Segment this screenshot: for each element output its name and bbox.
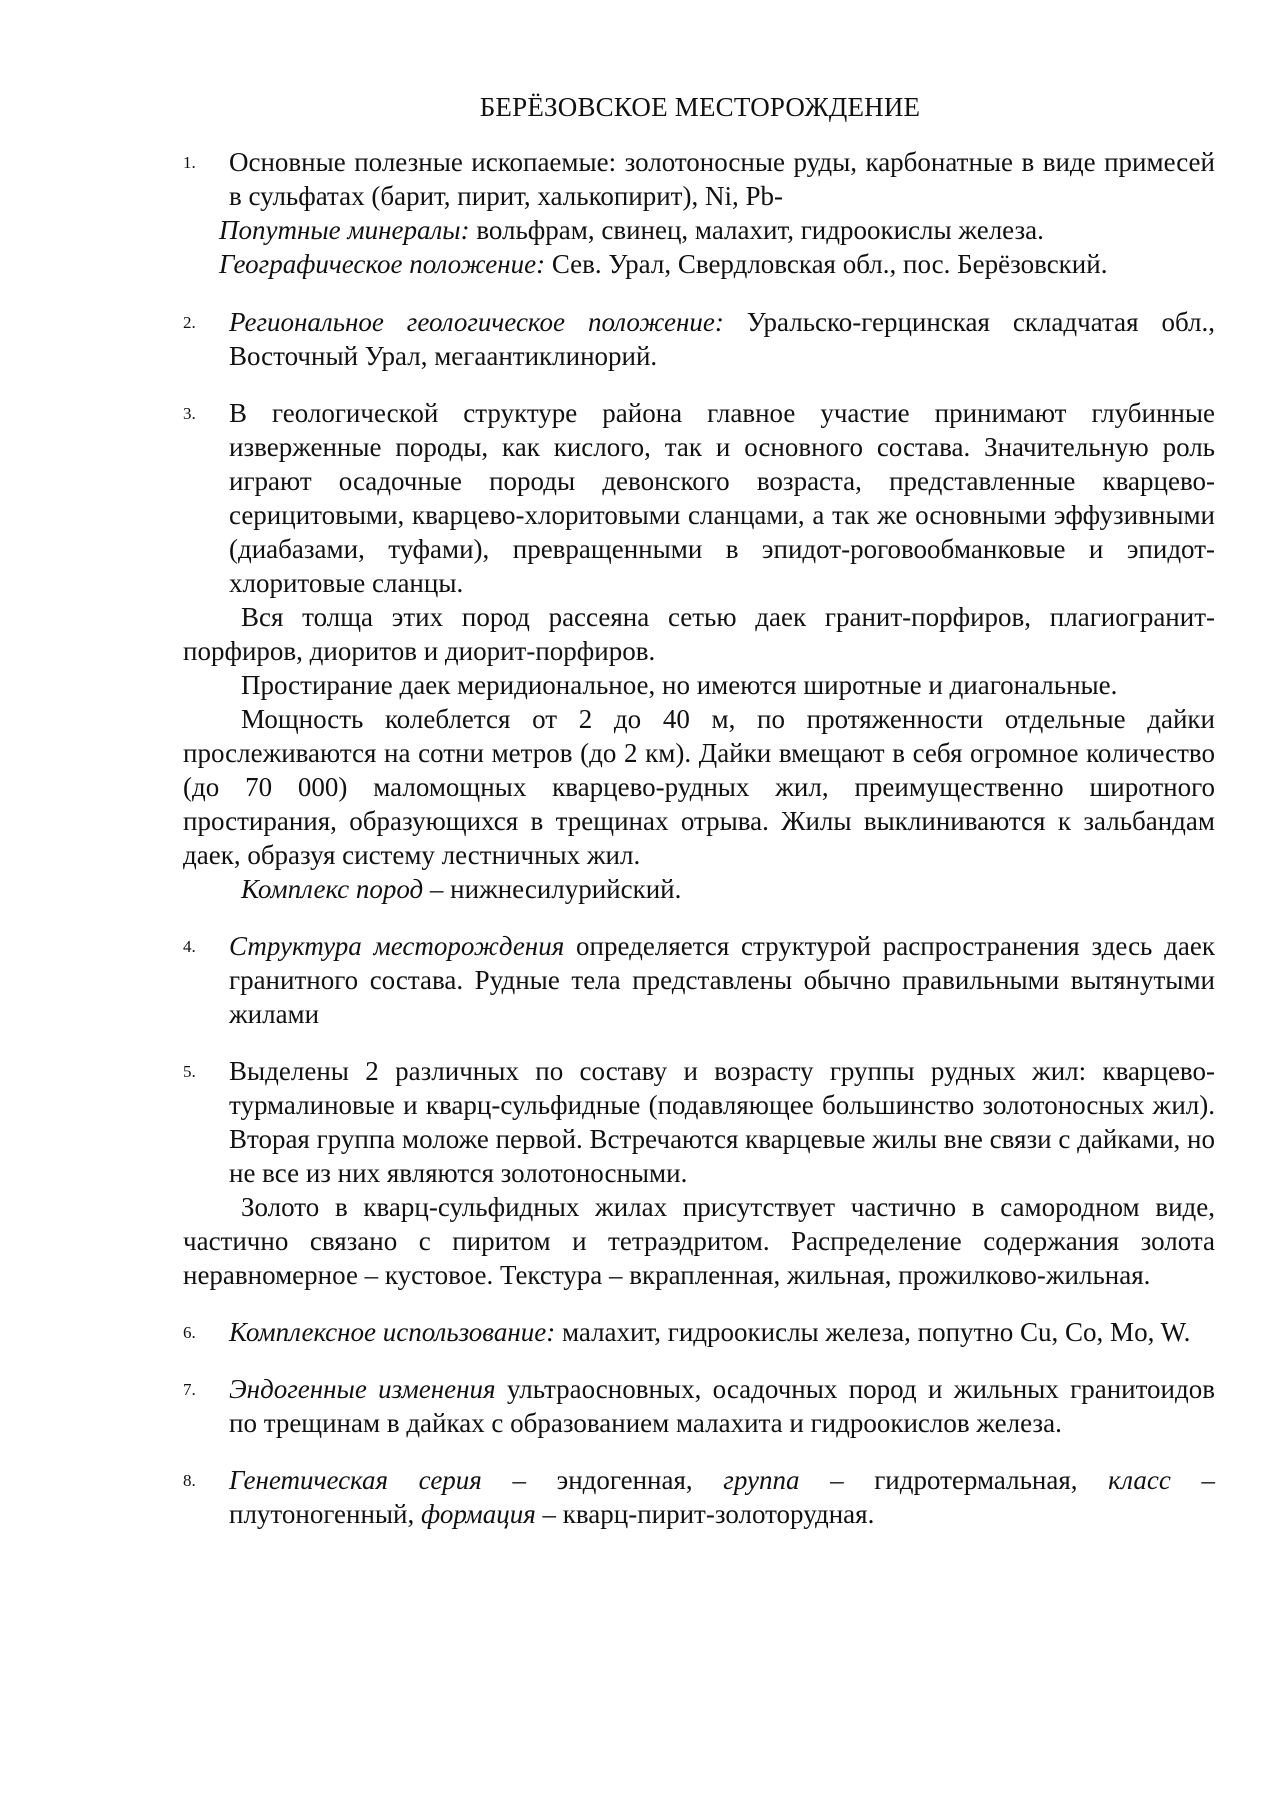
document-body [183,145,1215,1531]
item-number: 5. [183,1062,196,1081]
associated-minerals-label: Попутные минералы: [219,215,470,245]
group-label: группа [723,1465,800,1495]
paragraph: Вся толща этих пород рассеяна сетью даек гранит-порфиров, плагиогранит-порфиров, диоритов и диорит-порфиров. [183,602,1215,666]
class-label: класс [1108,1465,1171,1495]
item-text [229,305,1215,373]
item-number: 4. [183,937,196,956]
associated-minerals [183,213,1215,247]
paragraph: Мощность колеблется от 2 до 40 м, по протяженности отдельные дайки прослеживаются на сотни метров (до 2 км). Дайки вмещают в себя огромное количество (до 70 000) маломощных кварцево-рудных жил, преимущественно широтного простирания, образующихся в трещинах отрыва. Жилы выклиниваются к зальбандам даек, образуя систему лестничных жил. [183,704,1215,870]
item-body: Уральско-герцинская складчатая обл., Восточный Урал, мегаантиклинорий. [229,307,1215,371]
item-text [229,1463,1215,1531]
list-item-3 [183,396,1215,600]
item-body: малахит, гидроокислы железа, попутно Cu, Co, Mo, W. [555,1317,1191,1347]
item-text [229,1372,1215,1440]
item-label: Региональное геологическое положение: [229,307,724,337]
item-body: ультраосновных, осадочных пород и жильных гранитоидов по трещинам в дайках с образованием малахита и гидроокислов железа. [229,1374,1215,1438]
group-text: – гидротермальная, [799,1465,1109,1495]
list-item-6 [183,1315,1215,1349]
item-text: Основные полезные ископаемые: золотоносные руды, карбонатные в виде примесей в сульфатах (барит, пирит, халькопирит), Ni, Pb- [229,147,1215,211]
item-label: Комплексное использование: [229,1317,556,1347]
list-item-4 [183,929,1215,1031]
formation-text: – кварц-пирит-золоторудная. [535,1499,875,1529]
item-body: определяется структурой распространения здесь даек гранитного состава. Рудные тела представлены обычно правильными вытянутыми жилами [229,931,1215,1029]
list-item-1 [183,145,1215,213]
item-text [229,1315,1215,1349]
paragraph: Золото в кварц-сульфидных жилах присутствует частично в самородном виде, частично связано с пиритом и тетраэдритом. Распределение содержания золота неравномерное – кустовое. Текстура – вкрапленная, жильная, прожилково-жильная. [183,1192,1215,1290]
geographic-position-label: Географическое положение: [219,249,546,279]
item-number: 2. [183,313,196,332]
item-text: Выделены 2 различных по составу и возрасту группы рудных жил: кварцево-турмалиновые и кварц-сульфидные (подавляющее большинство золотоносных жил). Вторая группа моложе первой. Встречаются кварцевые жилы вне связи с дайками, но не все из них являются золотоносными. [229,1056,1215,1188]
geographic-position [183,247,1215,281]
list-item-8 [183,1463,1215,1531]
formation-label: формация [421,1499,536,1529]
item-number: 8. [183,1471,196,1490]
list-item-2 [183,305,1215,373]
rock-complex-text: – нижнесилурийский. [423,874,682,904]
paragraph: Простирание даек меридиональное, но имеются широтные и диагональные. [241,670,1118,700]
item-number: 1. [183,153,196,172]
geographic-position-text: Сев. Урал, Свердловская обл., пос. Берёзовский. [545,249,1108,279]
list-item-7 [183,1372,1215,1440]
item-text [229,929,1215,1031]
document-title: БЕРЁЗОВСКОЕ МЕСТОРОЖДЕНИЕ [479,92,921,122]
genetic-series-label: Генетическая серия [229,1465,482,1495]
item-text: В геологической структуре района главное участие принимают глубинные изверженные породы, как кислого, так и основного состава. Значительную роль играют осадочные породы девонского возраста, представленные кварцево-серицитовыми, кварцево-хлоритовыми сланцами, а так же основными эффузивными (диабазами, туфами), превращенными в эпидот-роговообманковые и эпидот-хлоритовые сланцы. [229,398,1215,598]
rock-complex [183,872,1215,906]
item-number: 3. [183,404,196,423]
list-item-5 [183,1054,1215,1190]
item-label: Структура месторождения [229,931,565,961]
associated-minerals-text: вольфрам, свинец, малахит, гидроокислы железа. [469,215,1044,245]
item-label: Эндогенные изменения [229,1374,496,1404]
class-text: – плутоногенный, [229,1465,1216,1529]
item-number: 7. [183,1380,196,1399]
rock-complex-label: Комплекс пород [241,874,424,904]
genetic-series-text: – эндогенная, [481,1465,724,1495]
item-number: 6. [183,1323,196,1342]
